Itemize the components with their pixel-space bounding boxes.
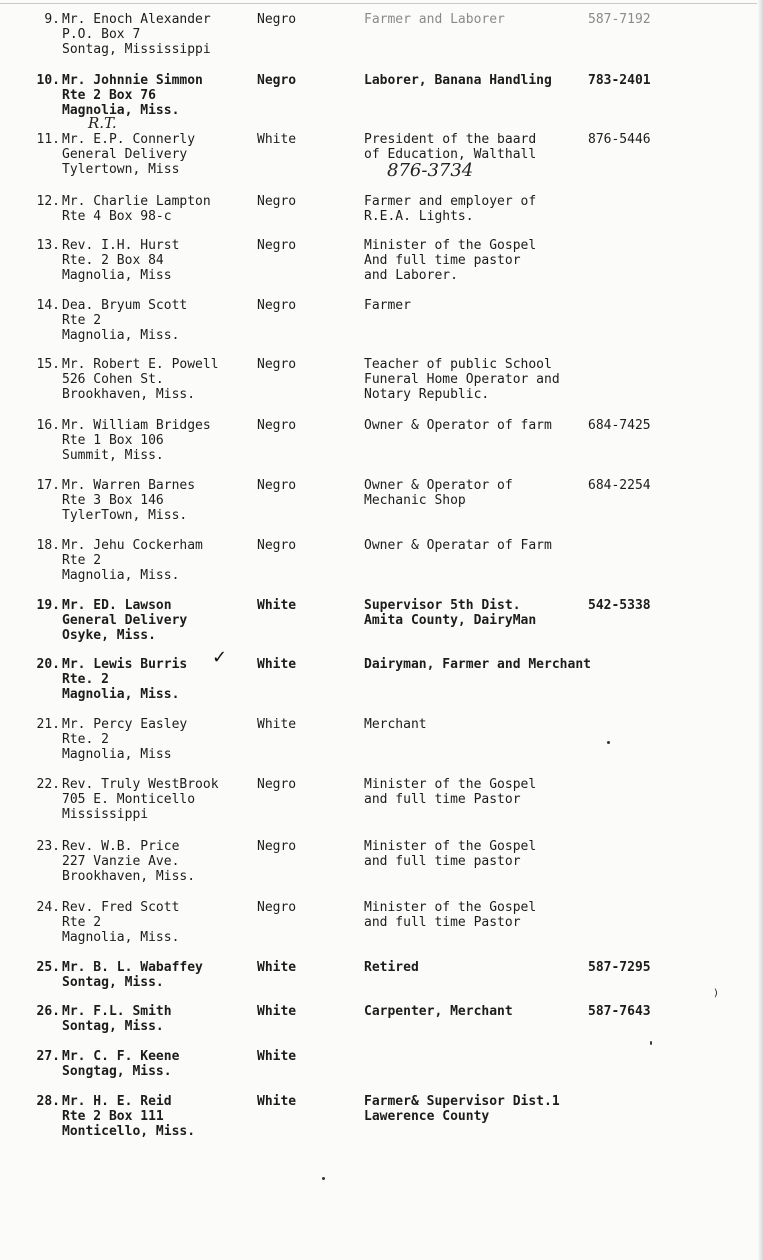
page-edge-shadow [757,0,763,1260]
occupation-block [364,1094,592,1124]
occupation-line: Minister of the Gospel [364,238,537,253]
name-address-block [62,1004,257,1034]
phone-number: 587-7295 [588,960,651,975]
occupation-block [364,839,592,869]
occupation-line: Minister of the Gospel [364,839,537,854]
race-value: Negro [257,839,297,854]
entry-number: 20. [36,657,60,672]
name-address-block [62,12,257,57]
occupation-line: Owner & Operator of farm [364,418,552,433]
occupation-line: Farmer& Supervisor Dist.1 [364,1094,560,1109]
entry-number: 19. [36,598,60,613]
race-value: Negro [257,478,297,493]
address-line: Sontag, Miss. [62,1019,164,1034]
person-name: Mr. Robert E. Powell [62,357,219,372]
race-value: White [257,1094,297,1109]
entry-number: 9. [44,12,60,27]
name-address-block [62,717,257,762]
handwritten-phone-note: 876-3734 [387,160,474,181]
person-name: Mr. Johnnie Simmon [62,73,203,88]
occupation-block [364,900,592,930]
name-address-block [62,598,257,643]
occupation-block [364,238,592,283]
person-name: Dea. Bryum Scott [62,298,188,313]
person-name: Mr. Percy Easley [62,717,188,732]
address-line: Rte 4 Box 98-c [62,209,172,224]
address-line: Tylertown, Miss [62,162,180,177]
address-line: 705 E. Monticello [62,792,196,807]
occupation-line: and Laborer. [364,268,458,283]
name-address-block [62,418,257,463]
address-line: TylerTown, Miss. [62,508,188,523]
phone-number: 684-2254 [588,478,651,493]
name-address-block [62,960,257,990]
occupation-line: Owner & Operatar of Farm [364,538,552,553]
occupation-line: Amita County, DairyMan [364,613,537,628]
occupation-block [364,1004,592,1019]
name-address-block [62,777,257,822]
stray-mark: ) [713,988,720,999]
occupation-line: and full time pastor [364,854,521,869]
person-name: Mr. F.L. Smith [62,1004,172,1019]
race-value: Negro [257,194,297,209]
occupation-line: Funeral Home Operator and [364,372,560,387]
handwritten-initials: R.T. [88,114,117,132]
name-address-block [62,238,257,283]
person-name: Mr. Jehu Cockerham [62,538,203,553]
occupation-block [364,717,592,732]
name-address-block [62,132,257,177]
occupation-block [364,73,592,88]
occupation-line: Minister of the Gospel [364,777,537,792]
race-value: Negro [257,357,297,372]
person-name: Mr. Lewis Burris [62,657,188,672]
race-value: Negro [257,298,297,313]
occupation-line: Minister of the Gospel [364,900,537,915]
occupation-line: Teacher of public School [364,357,552,372]
person-name: Mr. Enoch Alexander [62,12,211,27]
occupation-block [364,657,592,672]
phone-number: 587-7192 [588,12,651,27]
occupation-block [364,777,592,807]
entry-number: 24. [36,900,60,915]
address-line: Monticello, Miss. [62,1124,196,1139]
occupation-line: And full time pastor [364,253,521,268]
race-value: White [257,657,297,672]
name-address-block [62,194,257,224]
occupation-line: Farmer and Laborer [364,12,505,27]
checkmark-icon: ✓ [212,647,228,668]
address-line: General Delivery [62,147,188,162]
address-line: P.O. Box 7 [62,27,141,42]
top-rule [0,3,757,4]
address-line: Magnolia, Miss [62,747,172,762]
race-value: Negro [257,538,297,553]
person-name: Mr. B. L. Wabaffey [62,960,203,975]
address-line: Osyke, Miss. [62,628,156,643]
occupation-line: Owner & Operator of [364,478,513,493]
address-line: Rte. 2 Box 84 [62,253,164,268]
person-name: Rev. W.B. Price [62,839,180,854]
race-value: White [257,717,297,732]
occupation-line: Supervisor 5th Dist. [364,598,521,613]
occupation-line: Dairyman, Farmer and Merchant [364,657,591,672]
occupation-line: Notary Republic. [364,387,490,402]
name-address-block [62,538,257,583]
address-line: Sontag, Mississippi [62,42,211,57]
entry-number: 17. [36,478,60,493]
race-value: Negro [257,12,297,27]
entry-number: 10. [36,73,60,88]
name-address-block [62,357,257,402]
address-line: Rte 2 [62,553,102,568]
race-value: Negro [257,900,297,915]
entry-number: 28. [36,1094,60,1109]
person-name: Mr. Warren Barnes [62,478,196,493]
race-value: White [257,1049,297,1064]
name-address-block [62,298,257,343]
address-line: Rte 3 Box 146 [62,493,164,508]
occupation-line: President of the baard [364,132,537,147]
person-name: Mr. H. E. Reid [62,1094,172,1109]
phone-number: 542-5338 [588,598,651,613]
occupation-block [364,478,592,508]
race-value: White [257,960,297,975]
occupation-block [364,12,592,27]
entry-number: 21. [36,717,60,732]
occupation-line: Retired [364,960,419,975]
address-line: Magnolia, Miss. [62,568,180,583]
person-name: Rev. I.H. Hurst [62,238,180,253]
address-line: 227 Vanzie Ave. [62,854,180,869]
entry-number: 18. [36,538,60,553]
occupation-line: Farmer [364,298,411,313]
person-name: Mr. William Bridges [62,418,211,433]
name-address-block [62,1049,257,1079]
occupation-block [364,538,592,553]
entry-number: 22. [36,777,60,792]
entry-number: 23. [36,839,60,854]
occupation-line: Laborer, Banana Handling [364,73,552,88]
race-value: Negro [257,238,297,253]
occupation-block [364,194,592,224]
occupation-block [364,960,592,975]
occupation-line: R.E.A. Lights. [364,209,474,224]
race-value: Negro [257,73,297,88]
address-line: Magnolia, Miss. [62,103,180,118]
entry-number: 12. [36,194,60,209]
name-address-block [62,657,257,702]
address-line: Magnolia, Miss. [62,687,180,702]
entry-number: 14. [36,298,60,313]
phone-number: 684-7425 [588,418,651,433]
person-name: Mr. E.P. Connerly [62,132,196,147]
address-line: Brookhaven, Miss. [62,869,196,884]
occupation-line: Carpenter, Merchant [364,1004,513,1019]
address-line: Sontag, Miss. [62,975,164,990]
address-line: Brookhaven, Miss. [62,387,196,402]
occupation-block [364,132,592,162]
person-name: Mr. ED. Lawson [62,598,172,613]
occupation-block [364,357,592,402]
occupation-line: Mechanic Shop [364,493,466,508]
race-value: White [257,1004,297,1019]
phone-number: 876-5446 [588,132,651,147]
address-line: General Delivery [62,613,188,628]
entry-number: 25. [36,960,60,975]
address-line: Magnolia, Miss. [62,930,180,945]
name-address-block [62,839,257,884]
person-name: Rev. Fred Scott [62,900,180,915]
entry-number: 27. [36,1049,60,1064]
address-line: Songtag, Miss. [62,1064,172,1079]
address-line: Magnolia, Miss. [62,328,180,343]
address-line: Rte 2 Box 111 [62,1109,164,1124]
race-value: Negro [257,777,297,792]
name-address-block [62,1094,257,1139]
entry-number: 16. [36,418,60,433]
entry-number: 11. [36,132,60,147]
entry-number: 15. [36,357,60,372]
stray-mark [607,741,610,744]
race-value: White [257,132,297,147]
person-name: Mr. C. F. Keene [62,1049,180,1064]
occupation-line: Farmer and employer of [364,194,537,209]
address-line: Rte. 2 [62,672,109,687]
address-line: Rte. 2 [62,732,109,747]
address-line: Rte 2 [62,313,102,328]
person-name: Mr. Charlie Lampton [62,194,211,209]
person-name: Rev. Truly WestBrook [62,777,219,792]
address-line: Magnolia, Miss [62,268,172,283]
address-line: Rte 2 [62,915,102,930]
name-address-block [62,478,257,523]
race-value: White [257,598,297,613]
stray-mark [650,1041,652,1045]
address-line: Mississippi [62,807,149,822]
occupation-line: Lawerence County [364,1109,490,1124]
address-line: 526 Cohen St. [62,372,164,387]
race-value: Negro [257,418,297,433]
phone-number: 587-7643 [588,1004,651,1019]
name-address-block [62,900,257,945]
address-line: Rte 2 Box 76 [62,88,156,103]
occupation-line: and full time Pastor [364,792,521,807]
occupation-block [364,598,592,628]
stray-mark [322,1177,325,1180]
occupation-block [364,298,592,313]
address-line: Rte 1 Box 106 [62,433,164,448]
entry-number: 26. [36,1004,60,1019]
occupation-line: and full time Pastor [364,915,521,930]
occupation-line: of Education, Walthall [364,147,537,162]
name-address-block [62,73,257,118]
occupation-block [364,418,592,433]
phone-number: 783-2401 [588,73,651,88]
entry-number: 13. [36,238,60,253]
occupation-line: Merchant [364,717,427,732]
address-line: Summit, Miss. [62,448,164,463]
